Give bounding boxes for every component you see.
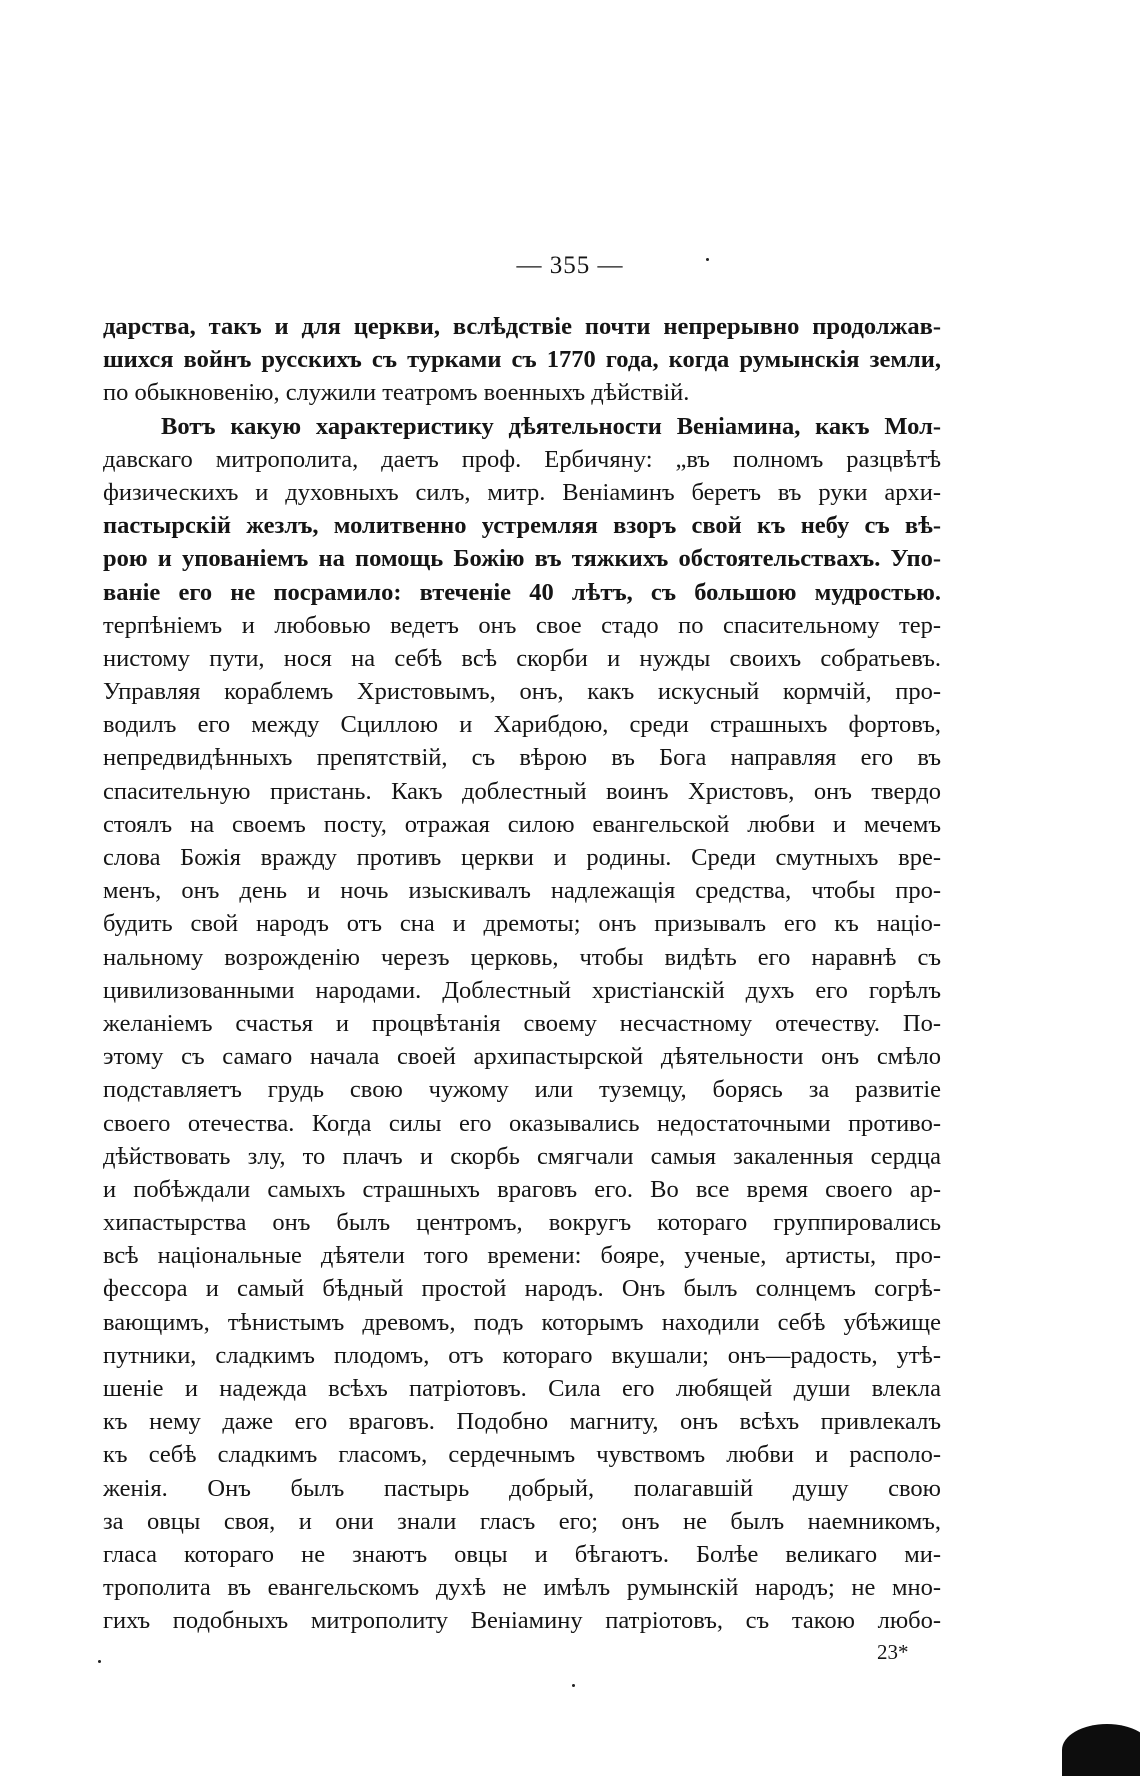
text-line: слова Божія вражду противъ церкви и родины. Среди смутныхъ вре- (103, 844, 941, 871)
text-line: менъ, онъ день и ночь изыскивалъ надлежащія средства, чтобы про- (103, 877, 941, 905)
text-line: хипастырства онъ былъ центромъ, вокругъ котораго группировались (103, 1209, 941, 1237)
text-line: за овцы своя, и они знали гласъ его; онъ не былъ наемникомъ, (103, 1507, 941, 1535)
text-line: трополита въ евангельскомъ духѣ не имѣлъ румынскій народъ; не мно- (103, 1574, 941, 1602)
text-line: спасительную пристань. Какъ доблестный воинъ Христовъ, онъ твердо (103, 777, 941, 805)
text-line: будить свой народъ отъ сна и дремоты; онъ призывалъ его къ націо- (103, 910, 941, 938)
text-line: своего отечества. Когда силы его оказывались недостаточными противо- (103, 1109, 941, 1137)
signature-mark: 23* (877, 1640, 909, 1664)
text-line: гласа котораго не знаютъ овцы и бѣгаютъ. Болѣе великаго ми- (103, 1540, 941, 1568)
text-line: водилъ его между Сциллою и Харибдою, среди страшныхъ фортовъ, (103, 711, 941, 739)
text-line: стоялъ на своемъ посту, отражая силою евангельской любви и мечемъ (103, 810, 941, 838)
body-text (103, 310, 941, 1638)
text-line: шихся войнъ русскихъ съ турками съ 1770 года, когда румынскія земли, (103, 346, 941, 374)
text-line: желаніемъ счастья и процвѣтанія своему несчастному отечеству. По- (103, 1009, 941, 1037)
text-line: вающимъ, тѣнистымъ древомъ, подъ которымъ находили себѣ убѣжище (103, 1308, 941, 1336)
text-line: дѣйствовать злу, то плачъ и скорбь смягчали самыя закаленныя сердца (103, 1142, 941, 1170)
text-line: Вотъ какую характеристику дѣятельности Веніамина, какъ Мол- (161, 412, 941, 440)
text-line: и побѣждали самыхъ страшныхъ враговъ его. Во все время своего ар- (103, 1175, 941, 1203)
text-line: ваніе его не посрамило: втеченіе 40 лѣтъ, съ большою мудростью. (103, 578, 941, 606)
text-line: этому съ самаго начала своей архипастырской дѣятельности онъ смѣло (103, 1043, 941, 1071)
text-line: женія. Онъ былъ пастырь добрый, полагавшій душу свою (103, 1474, 941, 1502)
text-line: шеніе и надежда всѣхъ патріотовъ. Сила его любящей души влекла (103, 1375, 941, 1402)
text-line: рою и упованіемъ на помощь Божію въ тяжкихъ обстоятельствахъ. Упо- (103, 545, 941, 573)
scan-speck (98, 1660, 101, 1663)
text-line: Управляя кораблемъ Христовымъ, онъ, какъ искусный кормчій, про- (103, 678, 941, 706)
text-line: пастырскій жезлъ, молитвенно устремляя взоръ свой къ небу съ вѣ- (103, 512, 941, 540)
scan-speck (572, 1684, 575, 1687)
text-line: нальному возрожденію черезъ церковь, чтобы видѣть его наравнѣ съ (103, 943, 941, 971)
text-line: фессора и самый бѣдный простой народъ. Онъ былъ солнцемъ согрѣ- (103, 1275, 941, 1303)
text-line: цивилизованными народами. Доблестный христіанскій духъ его горѣлъ (103, 976, 941, 1004)
text-line: давскаго митрополита, даетъ проф. Ербичяну: „въ полномъ разцвѣтѣ (103, 445, 941, 473)
text-line: по обыкновенію, служили театромъ военныхъ дѣйствій. (103, 379, 690, 407)
text-line: путники, сладкимъ плодомъ, отъ котораго вкушали; онъ—радость, утѣ- (103, 1341, 941, 1369)
text-line: гихъ подобныхъ митрополиту Веніамину патріотовъ, съ такою любо- (103, 1607, 941, 1635)
text-line: непредвидѣнныхъ препятствій, съ вѣрою въ Бога направляя его въ (103, 744, 941, 772)
text-line: къ нему даже его враговъ. Подобно магниту, онъ всѣхъ привлекалъ (103, 1408, 941, 1436)
text-line: подставляетъ грудь свою чужому или туземцу, борясь за развитіе (103, 1076, 941, 1104)
text-line: къ себѣ сладкимъ гласомъ, сердечнымъ чувствомъ любви и располо- (103, 1441, 941, 1469)
text-line: всѣ національные дѣятели того времени: бояре, ученые, артисты, про- (103, 1242, 941, 1270)
text-line: нистому пути, нося на себѣ всѣ скорби и нужды своихъ собратьевъ. (103, 644, 941, 672)
text-line: физическихъ и духовныхъ силъ, митр. Веніаминъ беретъ въ руки архи- (103, 478, 941, 506)
page-number: — 355 — (516, 252, 624, 279)
text-line: дарства, такъ и для церкви, вслѣдствіе почти непрерывно продолжав- (103, 313, 941, 340)
text-line: терпѣніемъ и любовью ведетъ онъ свое стадо по спасительному тер- (103, 611, 941, 639)
scan-ink-blot (1062, 1724, 1140, 1776)
scan-speck (706, 258, 709, 261)
